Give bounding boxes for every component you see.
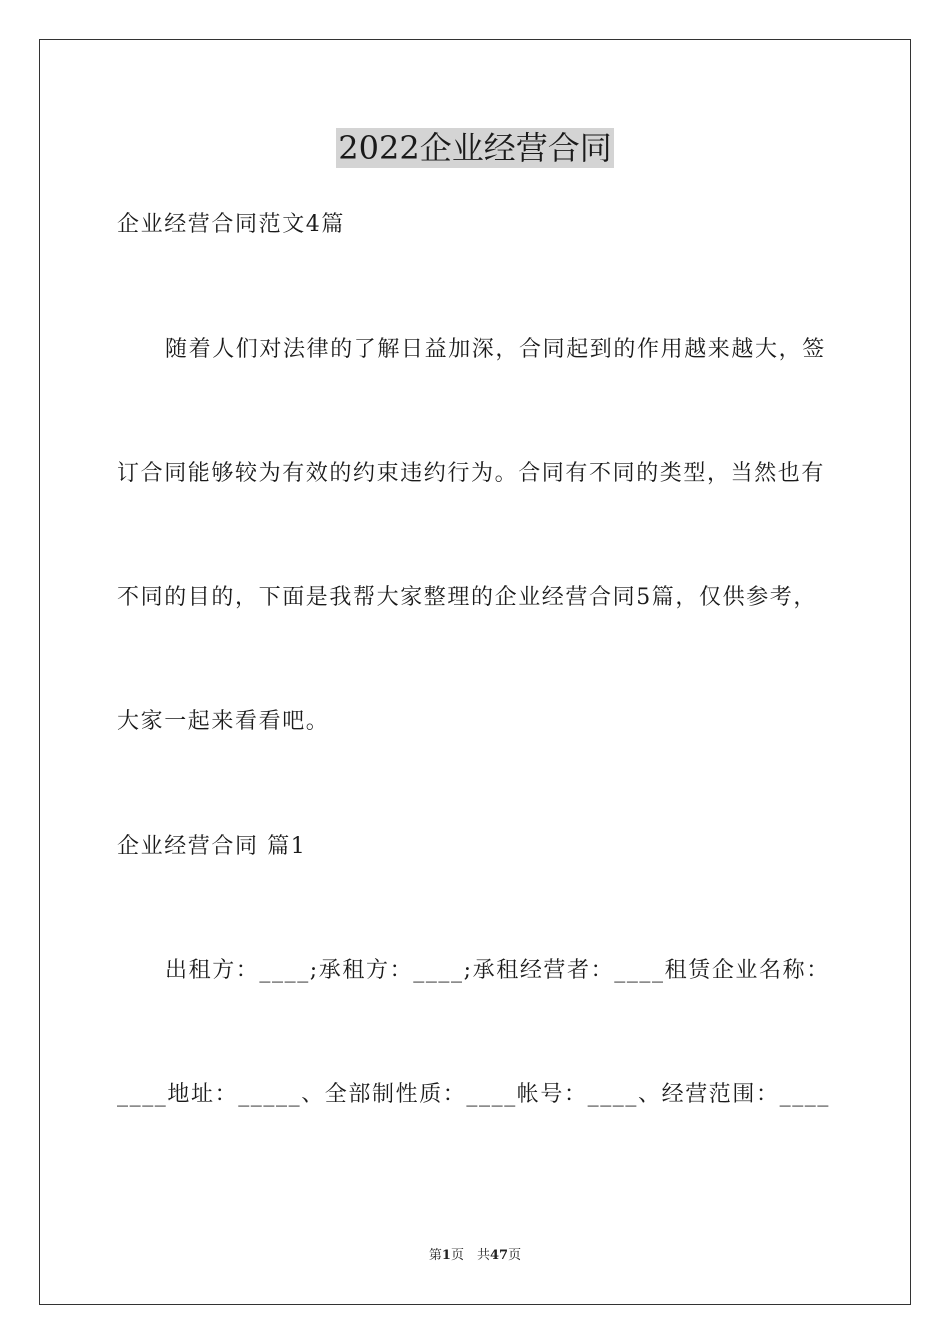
intro-line-2: 订合同能够较为有效的约束违约行为。合同有不同的类型，当然也有 <box>117 461 826 486</box>
contract-line-2: ____地址：_____、全部制性质：____帐号：____、经营范围：____ <box>117 1082 831 1107</box>
intro-line-4: 大家一起来看看吧。 <box>117 709 330 734</box>
intro-line-1: 随着人们对法律的了解日益加深，合同起到的作用越来越大，签 <box>165 337 826 362</box>
page-footer <box>0 1247 950 1265</box>
contract-line-1: 出租方：____;承租方：____;承租经营者：____租赁企业名称： <box>165 958 830 983</box>
document-subtitle: 企业经营合同范文4篇 <box>117 212 345 237</box>
section-heading: 企业经营合同 篇1 <box>117 834 307 859</box>
footer-page-prefix: 第 <box>428 1248 442 1263</box>
document-title-text: 2022企业经营合同 <box>338 129 612 167</box>
document-title <box>0 128 950 168</box>
footer-page-current: 1 <box>441 1248 451 1263</box>
footer-page-total: 47 <box>489 1248 509 1263</box>
intro-line-3: 不同的目的，下面是我帮大家整理的企业经营合同5篇，仅供参考， <box>117 585 817 610</box>
footer-page-mid: 页 共 <box>450 1248 490 1263</box>
footer-page-suffix: 页 <box>508 1248 522 1263</box>
